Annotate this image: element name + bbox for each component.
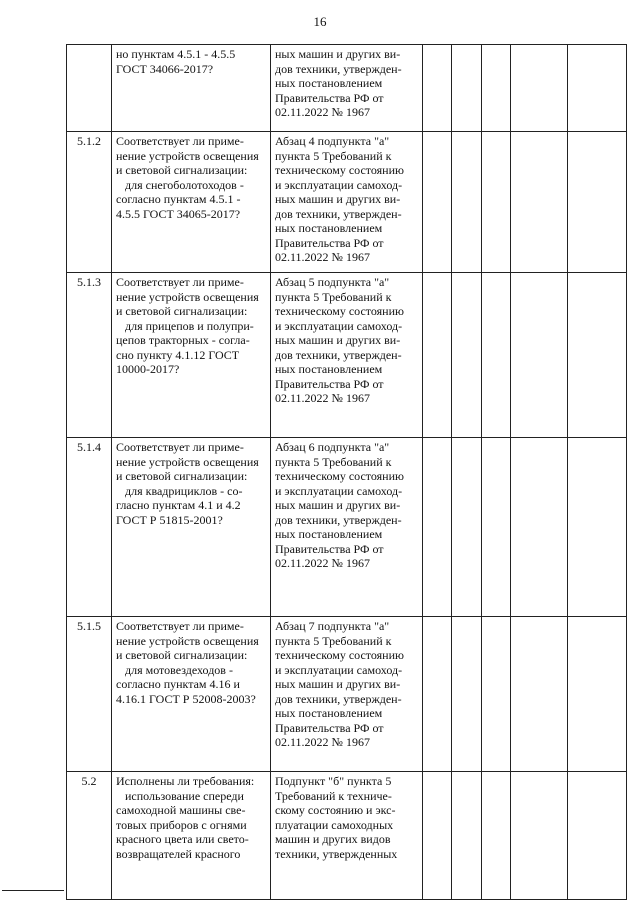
question-line: использование спереди: [116, 788, 244, 803]
answer-na-cell: [482, 438, 511, 617]
table-row: [67, 132, 627, 273]
question-line: возвращателей красного: [116, 846, 241, 861]
reference-line: машин и других видов: [275, 832, 391, 846]
note-cell: [511, 45, 568, 132]
reference-line: и эксплуатации самоход-: [275, 177, 403, 192]
answer-no-cell: [452, 438, 482, 617]
note-cell: [511, 772, 568, 900]
checklist-table: [66, 44, 627, 900]
reference-cell: [271, 273, 423, 438]
question-cell: [112, 273, 271, 438]
answer-no-cell: [452, 772, 482, 900]
question-line: Соответствует ли приме-: [116, 619, 244, 633]
reference-line: техники, утвержденных: [275, 846, 398, 861]
reference-cell: [271, 772, 423, 900]
table-row: [67, 45, 627, 132]
reference-line: ных машин и других ви-: [275, 192, 401, 206]
table-row: [67, 617, 627, 772]
question-cell: [112, 617, 271, 772]
reference-line: техническому состоянию: [275, 469, 404, 483]
question-line: нение устройств освещения: [116, 289, 259, 304]
answer-na-cell: [482, 45, 511, 132]
reference-line: и эксплуатации самоход-: [275, 662, 403, 677]
reference-cell: [271, 617, 423, 772]
answer-no-cell: [452, 132, 482, 273]
reference-cell: [271, 45, 423, 132]
question-cell: [112, 438, 271, 617]
answer-yes-cell: [423, 772, 452, 900]
reference-line: 02.11.2022 № 1967: [275, 735, 371, 749]
question-line: Соответствует ли приме-: [116, 440, 244, 454]
question-line: ГОСТ Р 51815-2001?: [116, 512, 223, 527]
question-line: красного цвета или свето-: [116, 832, 249, 846]
reference-line: дов техники, утвержден-: [275, 512, 402, 527]
question-line: для мотовездеходов -: [116, 662, 233, 677]
table-row: [67, 772, 627, 900]
reference-line: плуатации самоходных: [275, 817, 394, 832]
reference-line: пункта 5 Требований к: [275, 289, 392, 304]
question-line: и световой сигнализации:: [116, 648, 248, 662]
reference-line: Абзац 4 подпункта "а": [275, 134, 390, 148]
reference-line: 02.11.2022 № 1967: [275, 250, 371, 264]
comment-cell: [568, 273, 627, 438]
reference-line: пункта 5 Требований к: [275, 148, 392, 163]
table-row: [67, 273, 627, 438]
question-line: самоходной машины све-: [116, 803, 246, 817]
reference-line: Правительства РФ от: [275, 720, 384, 735]
reference-line: ных машин и других ви-: [275, 677, 401, 691]
answer-yes-cell: [423, 438, 452, 617]
question-line: но пунктам 4.5.1 - 4.5.5: [116, 47, 236, 61]
reference-line: дов техники, утвержден-: [275, 61, 402, 76]
answer-na-cell: [482, 132, 511, 273]
reference-line: Абзац 6 подпункта "а": [275, 440, 390, 454]
question-line: Соответствует ли приме-: [116, 134, 244, 148]
question-line: ГОСТ 34066-2017?: [116, 61, 214, 76]
reference-line: и эксплуатации самоход-: [275, 483, 403, 498]
reference-line: Правительства РФ от: [275, 235, 384, 250]
reference-cell: [271, 438, 423, 617]
reference-line: дов техники, утвержден-: [275, 691, 402, 706]
note-cell: [511, 617, 568, 772]
reference-line: скому состоянию и экс-: [275, 803, 396, 817]
reference-line: техническому состоянию: [275, 163, 404, 177]
note-cell: [511, 438, 568, 617]
question-line: для прицепов и полупри-: [116, 318, 254, 333]
answer-no-cell: [452, 273, 482, 438]
comment-cell: [568, 772, 627, 900]
reference-cell: [271, 132, 423, 273]
question-line: для снегоболотоходов -: [116, 177, 244, 192]
comment-cell: [568, 45, 627, 132]
item-number: 5.1.5: [67, 617, 112, 772]
question-cell: [112, 45, 271, 132]
reference-line: ных постановлением: [275, 362, 383, 376]
question-line: нение устройств освещения: [116, 148, 259, 163]
question-cell: [112, 132, 271, 273]
question-line: и световой сигнализации:: [116, 163, 248, 177]
note-cell: [511, 132, 568, 273]
reference-line: ных постановлением: [275, 706, 383, 720]
question-line: 4.5.5 ГОСТ 34065-2017?: [116, 206, 241, 221]
reference-line: Правительства РФ от: [275, 541, 384, 556]
reference-line: 02.11.2022 № 1967: [275, 556, 371, 570]
reference-line: Подпункт "б" пункта 5: [275, 774, 392, 788]
answer-yes-cell: [423, 132, 452, 273]
reference-line: Абзац 5 подпункта "а": [275, 275, 390, 289]
reference-line: ных машин и других ви-: [275, 333, 401, 347]
question-line: Исполнены ли требования:: [116, 774, 255, 788]
reference-line: Абзац 7 подпункта "а": [275, 619, 390, 633]
question-line: нение устройств освещения: [116, 454, 259, 469]
reference-line: Требований к техниче-: [275, 788, 392, 803]
answer-yes-cell: [423, 273, 452, 438]
answer-no-cell: [452, 617, 482, 772]
reference-line: 02.11.2022 № 1967: [275, 391, 371, 405]
answer-yes-cell: [423, 617, 452, 772]
reference-line: ных машин и других ви-: [275, 47, 401, 61]
question-line: 10000-2017?: [116, 362, 180, 376]
reference-line: дов техники, утвержден-: [275, 206, 402, 221]
question-line: Соответствует ли приме-: [116, 275, 244, 289]
footnote-rule: [2, 890, 64, 891]
answer-na-cell: [482, 617, 511, 772]
item-number: 5.1.3: [67, 273, 112, 438]
question-line: и световой сигнализации:: [116, 304, 248, 318]
item-number: 5.1.2: [67, 132, 112, 273]
question-line: гласно пунктам 4.1 и 4.2: [116, 498, 241, 512]
question-line: 4.16.1 ГОСТ Р 52008-2003?: [116, 691, 256, 706]
item-number: 5.2: [67, 772, 112, 900]
question-cell: [112, 772, 271, 900]
question-line: и световой сигнализации:: [116, 469, 248, 483]
answer-na-cell: [482, 273, 511, 438]
comment-cell: [568, 132, 627, 273]
reference-line: ных постановлением: [275, 221, 383, 235]
question-line: сно пункту 4.1.12 ГОСТ: [116, 347, 240, 362]
question-line: нение устройств освещения: [116, 633, 259, 648]
comment-cell: [568, 438, 627, 617]
question-line: цепов тракторных - согла-: [116, 333, 250, 347]
reference-line: ных постановлением: [275, 76, 383, 90]
question-line: согласно пунктам 4.16 и: [116, 677, 240, 691]
question-line: согласно пунктам 4.5.1 -: [116, 192, 241, 206]
table-row: [67, 438, 627, 617]
reference-line: техническому состоянию: [275, 648, 404, 662]
reference-line: дов техники, утвержден-: [275, 347, 402, 362]
reference-line: техническому состоянию: [275, 304, 404, 318]
comment-cell: [568, 617, 627, 772]
page-number: 16: [313, 14, 327, 29]
answer-yes-cell: [423, 45, 452, 132]
reference-line: Правительства РФ от: [275, 376, 384, 391]
answer-na-cell: [482, 772, 511, 900]
reference-line: пункта 5 Требований к: [275, 633, 392, 648]
question-line: для квадрициклов - со-: [116, 483, 243, 498]
reference-line: и эксплуатации самоход-: [275, 318, 403, 333]
answer-no-cell: [452, 45, 482, 132]
item-number: [67, 45, 112, 132]
reference-line: пункта 5 Требований к: [275, 454, 392, 469]
reference-line: 02.11.2022 № 1967: [275, 105, 371, 119]
note-cell: [511, 273, 568, 438]
question-line: товых приборов с огнями: [116, 817, 247, 832]
reference-line: Правительства РФ от: [275, 90, 384, 105]
item-number: 5.1.4: [67, 438, 112, 617]
reference-line: ных машин и других ви-: [275, 498, 401, 512]
reference-line: ных постановлением: [275, 527, 383, 541]
